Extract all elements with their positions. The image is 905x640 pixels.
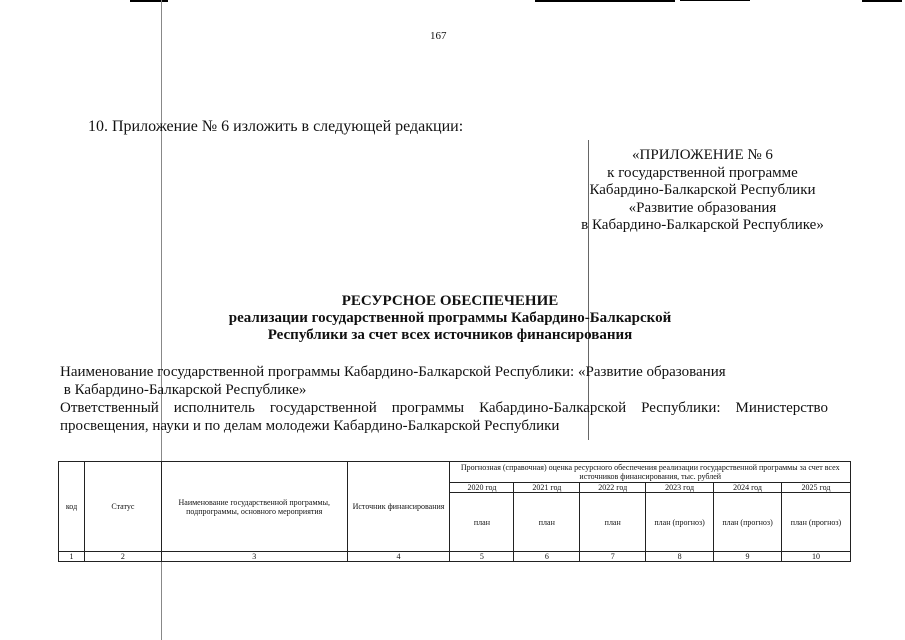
appendix-line: «ПРИЛОЖЕНИЕ № 6 [632,147,773,163]
column-number: 4 [347,552,450,562]
column-number: 8 [646,552,714,562]
column-number: 1 [59,552,85,562]
intro-text: 10. Приложение № 6 изложить в следующей редакции: [88,118,464,135]
scan-artifact [130,0,168,2]
responsible-executor [60,399,828,435]
page-number: 167 [430,30,447,42]
column-number: 3 [161,552,347,562]
header-plan: план [580,493,646,552]
header-plan: план (прогноз) [714,493,782,552]
column-number: 6 [514,552,580,562]
column-number: 7 [580,552,646,562]
header-plan: план (прогноз) [646,493,714,552]
header-year: 2022 год [580,483,646,493]
heading-line: реализации государственной программы Кабардино-Балкарской [228,310,672,326]
header-year: 2023 год [646,483,714,493]
header-forecast: Прогнозная (справочная) оценка ресурсного обеспечения реализации государственной программы за счет всех источников финансирования, тыс. рублей [450,462,851,483]
header-year: 2024 год [714,483,782,493]
column-number: 5 [450,552,514,562]
header-year: 2020 год [450,483,514,493]
executor-line: Ответственный исполнитель государственной программы Кабардино-Балкарской Республики: Министерство [60,400,828,416]
document-heading [160,293,740,344]
program-name [60,363,850,399]
appendix-block [560,147,845,235]
scan-artifact [680,0,750,1]
header-source: Источник финансирования [347,462,450,552]
header-plan: план (прогноз) [782,493,851,552]
column-number: 2 [84,552,161,562]
program-name-line: в Кабардино-Балкарской Республике» [60,382,307,398]
column-number: 9 [714,552,782,562]
executor-line: просвещения, науки и по делам молодежи Кабардино-Балкарской Республики [60,418,560,434]
appendix-line: «Развитие образования [628,199,777,216]
header-plan: план [514,493,580,552]
resource-table [58,461,851,562]
header-name: Наименование государственной программы, подпрограммы, основного мероприятия [161,462,347,552]
header-code: код [59,462,85,552]
program-name-line: Наименование государственной программы Кабардино-Балкарской Республики: «Развитие образования [60,364,726,380]
appendix-line: Кабардино-Балкарской Республики [589,182,816,198]
header-plan: план [450,493,514,552]
scan-artifact [535,0,675,2]
appendix-line: в Кабардино-Балкарской Республике» [581,217,824,233]
column-number: 10 [782,552,851,562]
header-year: 2025 год [782,483,851,493]
appendix-line: к государственной программе [607,164,798,181]
header-year: 2021 год [514,483,580,493]
heading-line: РЕСУРСНОЕ ОБЕСПЕЧЕНИЕ [341,293,559,309]
heading-line: Республики за счет всех источников финансирования [267,327,633,343]
scan-artifact [862,0,902,2]
header-status: Статус [84,462,161,552]
